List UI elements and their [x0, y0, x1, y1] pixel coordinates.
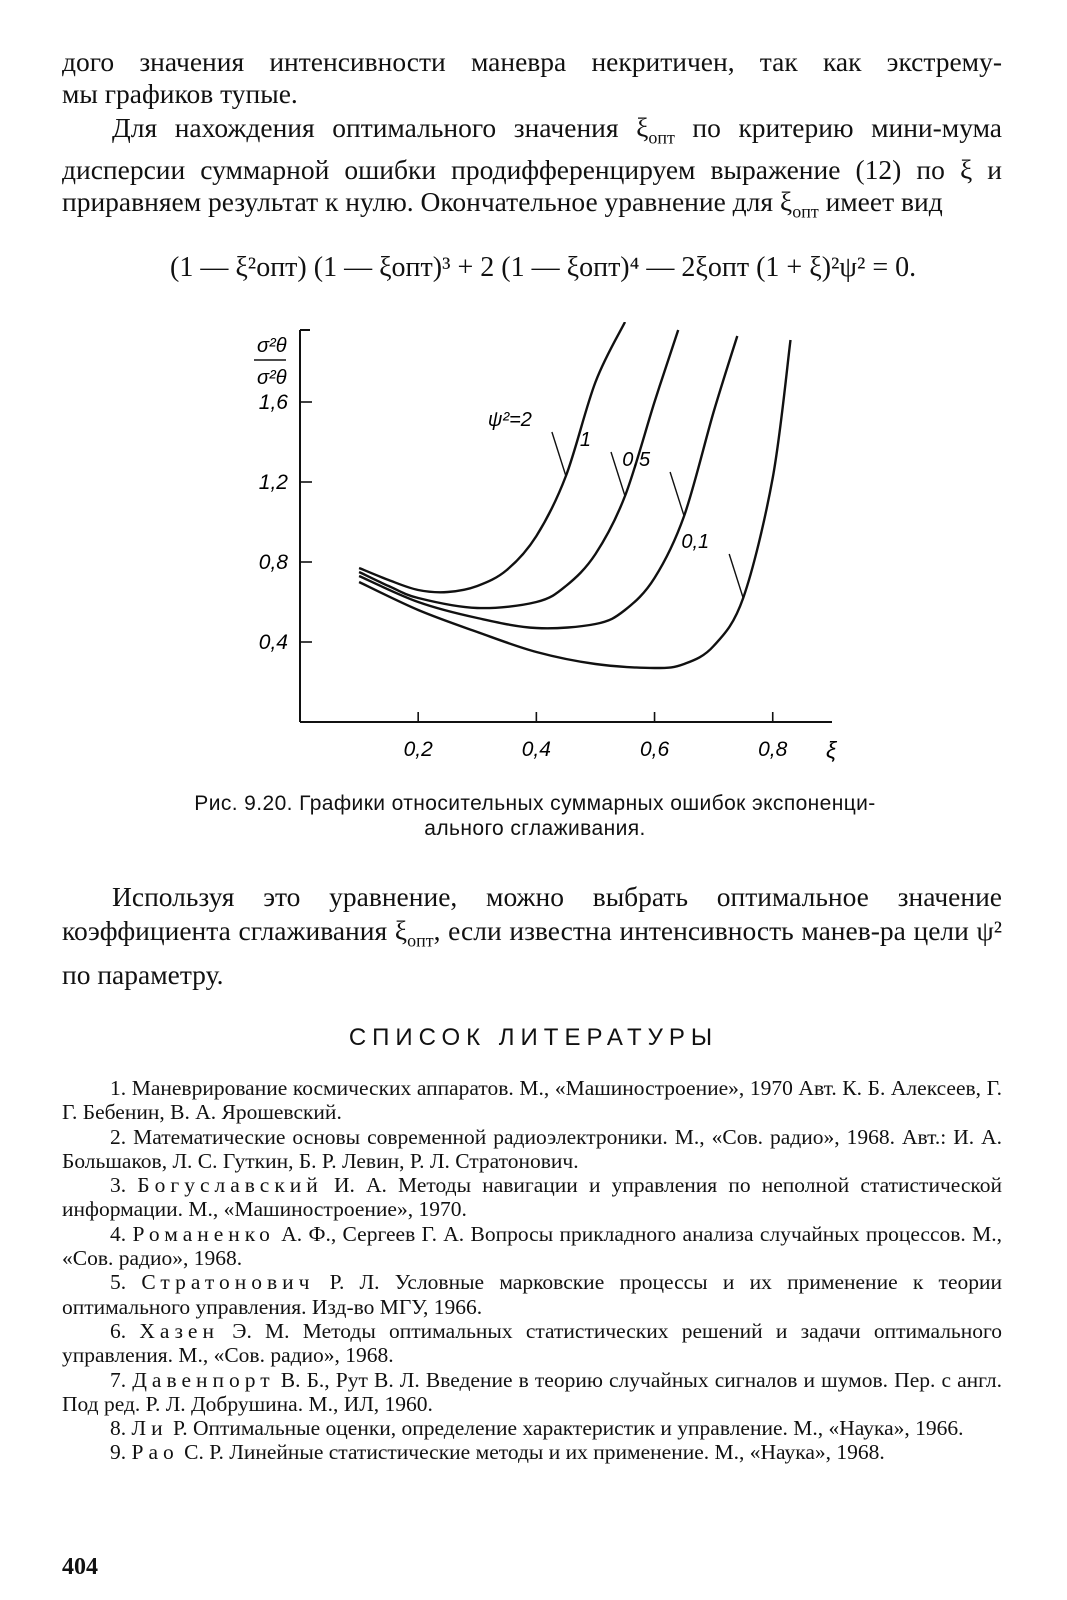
reference-text: И. А. Методы навигации и управления по неполной статистической информации. М., «Машиностроение», 1970. — [62, 1173, 1002, 1222]
reference-item — [62, 1125, 1002, 1174]
series-label: 0,5 — [622, 449, 651, 471]
paragraph-optimal-xi — [62, 112, 1002, 227]
reference-item — [62, 1319, 1002, 1368]
reference-author: Стратонович — [141, 1270, 315, 1295]
series-leader-line — [552, 432, 566, 476]
figure-caption-line2: ального сглаживания. — [424, 817, 646, 840]
y-tick-label: 1,6 — [258, 391, 288, 414]
x-tick-label: 0,2 — [403, 738, 433, 761]
chart-axes — [300, 330, 832, 722]
reference-number: 2. — [110, 1124, 134, 1149]
y-tick-label: 0,4 — [258, 631, 288, 654]
reference-item — [62, 1173, 1002, 1222]
y-tick-label: 0,8 — [258, 551, 288, 574]
y-axis-label-denominator: σ²θ — [257, 367, 287, 389]
reference-text: Маневрирование космических аппаратов. М., «Машиностроение», 1970 Авт. К. Б. Алексеев, Г. Г. Бебенин, В. А. Ярошевский. — [62, 1076, 1002, 1125]
series-label: ψ²=2 — [487, 409, 532, 431]
y-axis-label-numerator: σ²θ — [257, 335, 287, 357]
series-curve — [359, 340, 790, 668]
reference-number: 5. — [110, 1270, 142, 1295]
paragraph-optimal-xi-text — [62, 112, 1002, 227]
reference-text: Р. Оптимальные оценки, определение характеристик и управление. М., «Наука», 1966. — [172, 1416, 964, 1441]
x-tick-label: 0,6 — [639, 738, 670, 761]
reference-author: Богуславский — [137, 1173, 323, 1198]
reference-item — [62, 1270, 1002, 1319]
reference-author: Хазен — [139, 1318, 219, 1343]
reference-number: 6. — [110, 1318, 140, 1343]
equation: (1 — ξ²опт) (1 — ξопт)³ + 2 (1 — ξопт)⁴ — 2ξопт (1 + ξ)²ψ² = 0. — [170, 252, 917, 283]
series-curve — [359, 322, 625, 592]
figure-caption-line1: Рис. 9.20. Графики относительных суммарных ошибок экспоненци- — [194, 792, 876, 815]
reference-item — [62, 1368, 1002, 1417]
series-curve — [359, 336, 737, 628]
paragraph-usage — [62, 880, 1002, 992]
reference-item — [62, 1440, 1002, 1464]
top-paragraph — [62, 46, 1002, 110]
paragraph2-part3: имеет вид — [818, 185, 943, 217]
y-tick-label: 1,2 — [258, 471, 288, 494]
paragraph2-sub1: опт — [648, 127, 675, 148]
reference-number: 9. — [110, 1440, 132, 1465]
top-paragraph-line2: мы графиков тупые. — [62, 78, 298, 109]
paragraph3-part1: Используя это уравнение, можно выбрать оптимальное значение коэффициента сглаживания ξ — [62, 881, 1002, 946]
series-label: 1 — [579, 429, 591, 451]
reference-author: Романенко — [132, 1221, 275, 1246]
page-number: 404 — [62, 1554, 98, 1580]
paragraph2-part1: Для нахождения оптимального значения ξ — [112, 112, 649, 143]
chart-curves — [359, 322, 790, 668]
series-leader-line — [729, 554, 743, 598]
reference-text: Э. М. Методы оптимальных статистических решений и задачи оптимального управления. М., «Сов. радио», 1968. — [62, 1318, 1003, 1368]
paragraph-usage-text — [62, 880, 1002, 992]
reference-author: Давенпорт — [132, 1367, 275, 1392]
reference-number: 8. — [110, 1416, 132, 1441]
reference-item — [62, 1076, 1002, 1125]
reference-number: 7. — [110, 1367, 133, 1392]
reference-text: Математические основы современной радиоэлектроники. М., «Сов. радио», 1968. Авт.: И. А. Большаков, Л. С. Гуткин, Б. Р. Левин, Р. Л. Стратонович. — [62, 1124, 1003, 1173]
reference-item — [62, 1222, 1002, 1271]
x-tick-label: 0,4 — [521, 738, 551, 761]
paragraph2-sub2: опт — [792, 201, 819, 221]
reference-author: Ли — [131, 1416, 168, 1441]
error-curves-chart — [240, 322, 840, 782]
x-tick-label: 0,8 — [758, 738, 788, 761]
reference-item — [62, 1416, 1002, 1440]
reference-text: Р. Л. Условные марковские процессы и их применение к теории оптимального управления. Изд-во МГУ, 1966. — [62, 1270, 1003, 1319]
reference-author: Рао — [131, 1440, 179, 1465]
figure-caption — [130, 791, 940, 841]
paragraph2-part2: по критерию мини-мума дисперсии суммарной ошибки продифференцируем выражение (12) по ξ и приравняем результат к нулю. Окончательное уравнение для ξ — [62, 112, 1002, 217]
reference-number: 4. — [110, 1221, 133, 1246]
references-heading: СПИСОК ЛИТЕРАТУРЫ — [348, 1024, 719, 1051]
reference-text: В. Б., Рут В. Л. Введение в теорию случайных сигналов и шумов. Пер. с англ. Под ред. Р. Л. Добрушина. М., ИЛ, 1960. — [62, 1367, 1002, 1416]
references-list — [62, 1076, 1002, 1465]
top-paragraph-line1: дого значения интенсивности маневра некритичен, так как экстрему- — [62, 46, 1002, 77]
y-axis-label — [254, 335, 287, 389]
reference-number: 3. — [110, 1173, 138, 1198]
paragraph3-part2: , если известна интенсивность манев-ра цели ψ² по параметру. — [62, 915, 1002, 990]
series-label: 0,1 — [681, 531, 710, 553]
paragraph3-sub: опт — [407, 930, 434, 951]
reference-text: С. Р. Линейные статистические методы и их применение. М., «Наука», 1968. — [184, 1440, 885, 1465]
chart-series-labels — [488, 409, 743, 598]
reference-number: 1. — [110, 1076, 132, 1100]
x-axis-label: ξ — [826, 737, 837, 763]
reference-text: А. Ф., Сергеев Г. А. Вопросы прикладного анализа случайных процессов. М., «Сов. радио», 1968. — [62, 1221, 1002, 1271]
series-leader-line — [670, 472, 684, 516]
